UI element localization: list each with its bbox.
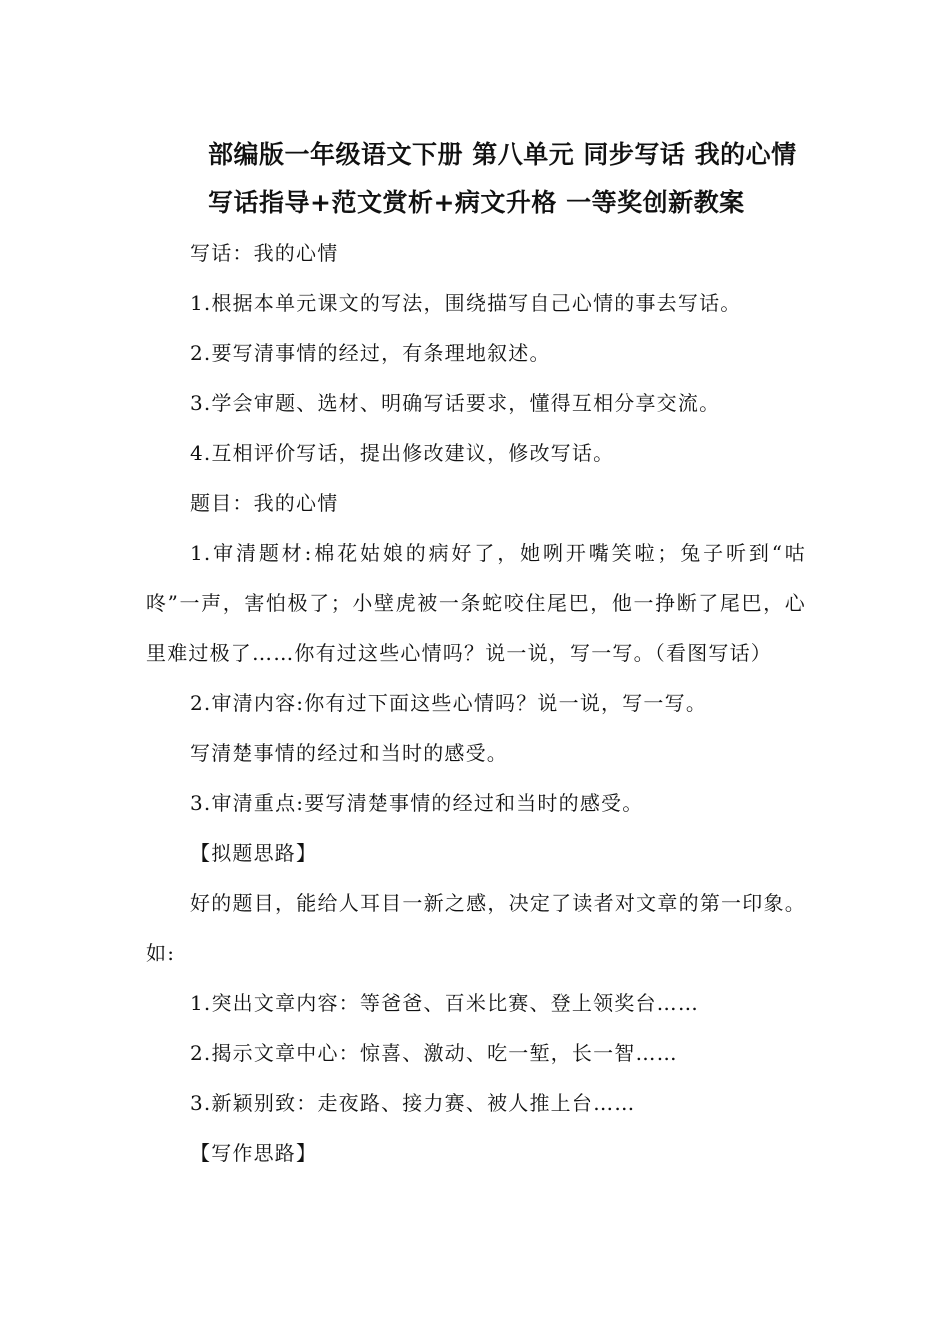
paragraph-review-content: 2.审清内容:你有过下面这些心情吗？说一说，写一写。 xyxy=(190,691,708,715)
paragraph-goal-3: 3.学会审题、选材、明确写话要求，懂得互相分享交流。 xyxy=(190,391,721,415)
paragraph-content-note: 写清楚事情的经过和当时的感受。 xyxy=(190,741,508,765)
document-body xyxy=(146,228,806,1178)
paragraph-title-intro: 好的题目，能给人耳目一新之感，决定了读者对文章的第一印象。如: xyxy=(146,891,806,965)
paragraph-title-type-3: 3.新颖别致：走夜路、接力赛、被人推上台…… xyxy=(190,1091,636,1115)
paragraph-goal-1: 1.根据本单元课文的写法，围绕描写自己心情的事去写话。 xyxy=(190,291,742,315)
paragraph-title-type-1: 1.突出文章内容：等爸爸、百米比赛、登上领奖台…… xyxy=(190,991,700,1015)
paragraph-goal-4: 4.互相评价写话，提出修改建议，修改写话。 xyxy=(190,441,615,465)
section-heading-writing-ideas: 【写作思路】 xyxy=(190,1141,318,1165)
paragraph-goal-2: 2.要写清事情的经过，有条理地叙述。 xyxy=(190,341,551,365)
title-line-2: 写话指导+范文赏析+病文升格 一等奖创新教案 xyxy=(208,188,745,217)
paragraph-topic: 题目：我的心情 xyxy=(190,491,339,515)
paragraph-review-material: 1.审清题材:棉花姑娘的病好了，她咧开嘴笑啦；兔子听到“咕咚”一声，害怕极了；小壁虎被一条蛇咬住尾巴，他一挣断了尾巴，心里难过极了……你有过这些心情吗？说一说，写一写。（看图写话） xyxy=(146,541,806,665)
paragraph-review-focus: 3.审清重点:要写清楚事情的经过和当时的感受。 xyxy=(190,791,644,815)
section-heading-title-ideas: 【拟题思路】 xyxy=(190,841,318,865)
title-line-1: 部编版一年级语文下册 第八单元 同步写话 我的心情 xyxy=(208,140,797,169)
paragraph-title-type-2: 2.揭示文章中心：惊喜、激动、吃一堑，长一智…… xyxy=(190,1041,678,1065)
paragraph-heading-writing: 写话：我的心情 xyxy=(190,241,339,265)
